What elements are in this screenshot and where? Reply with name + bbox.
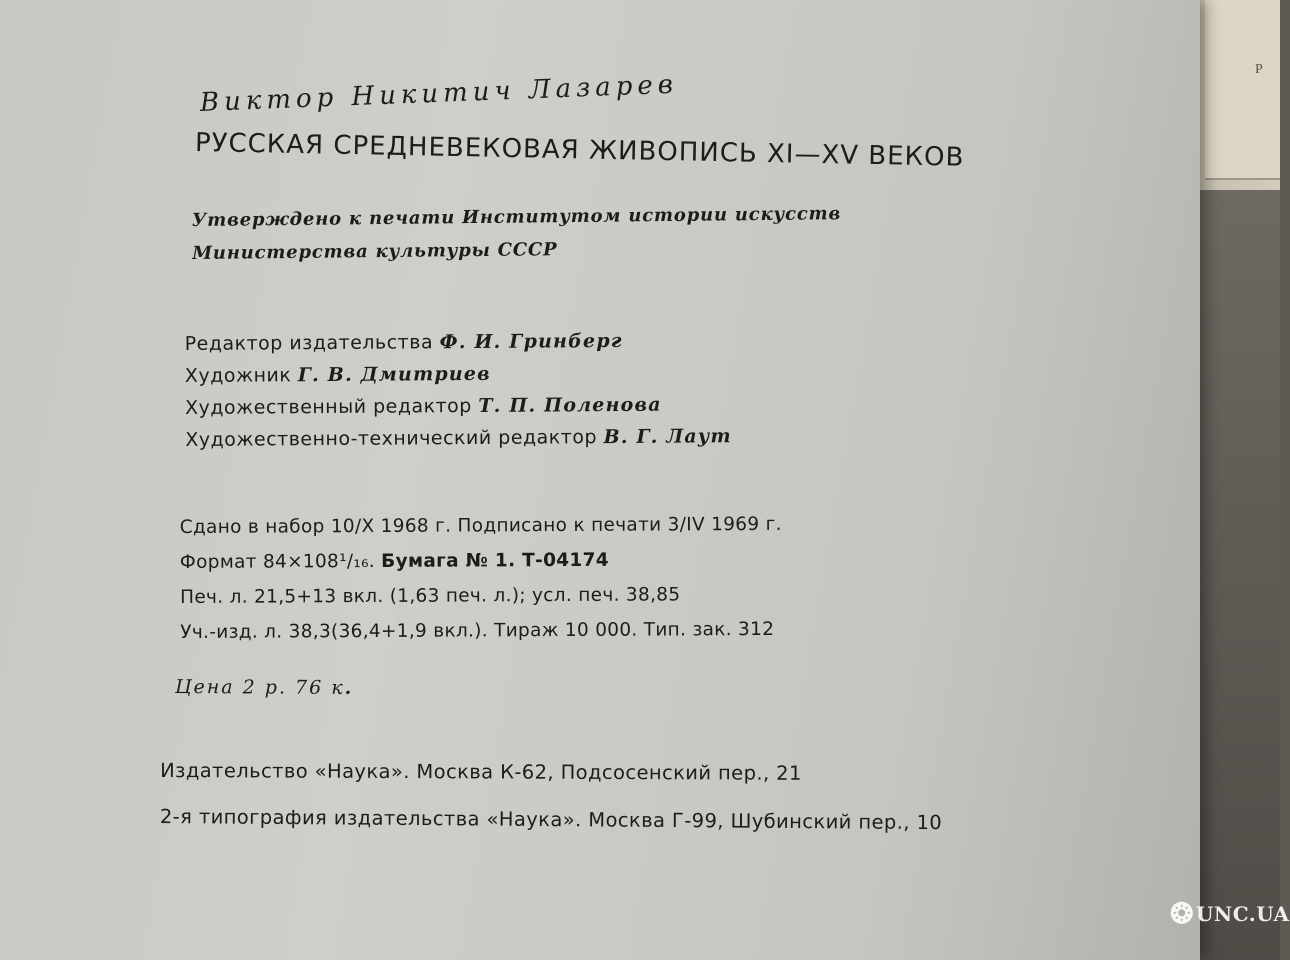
publisher-line: Издательство «Наука». Москва К-62, Подсосенский пер., 21 xyxy=(160,759,802,785)
staff-row xyxy=(185,356,732,392)
approval-line: Министерства культуры СССР xyxy=(192,239,558,264)
staff-row xyxy=(185,324,732,360)
price xyxy=(175,676,353,699)
format-label: Формат 84×108¹/₁₆. xyxy=(179,550,376,574)
approval-line: Утверждено к печати Институтом истории искусств xyxy=(191,203,842,232)
watermark-text: UNC.UA xyxy=(1195,902,1290,926)
staff-row xyxy=(185,420,732,456)
printer-line: 2-я типография издательства «Наука». Москва Г-99, Шубинский пер., 10 xyxy=(159,805,943,835)
staff-credits xyxy=(185,324,732,456)
background-shadow xyxy=(1198,190,1280,960)
publisher-info xyxy=(160,748,943,843)
staff-role: Редактор издательства xyxy=(184,331,434,356)
background-page-letter: Р xyxy=(1255,62,1263,77)
printing-run: Уч.-изд. л. 38,3(36,4+1,9 вкл.). Тираж 10 000. Тип. зак. 312 xyxy=(180,618,775,643)
price-label: Цена 2 р. 76 к xyxy=(174,676,345,699)
site-watermark xyxy=(1170,897,1290,930)
staff-role: Художественный редактор xyxy=(185,394,472,419)
approval-statement xyxy=(192,199,842,272)
background-sheet xyxy=(1205,0,1280,180)
staff-role: Художник xyxy=(184,364,292,388)
staff-row xyxy=(185,388,732,424)
staff-role: Художественно-технический редактор xyxy=(185,426,598,451)
printing-dates: Сдано в набор 10/X 1968 г. Подписано к печати 3/IV 1969 г. xyxy=(179,513,782,539)
staff-name: Т. П. Поленова xyxy=(478,393,662,417)
staff-name: Г. В. Дмитриев xyxy=(297,362,491,387)
printing-sheets: Печ. л. 21,5+13 вкл. (1,63 печ. л.); усл. печ. 38,85 xyxy=(180,584,681,608)
printing-details xyxy=(180,507,783,650)
price-dot: . xyxy=(344,676,354,699)
tree-logo-icon: ❂ xyxy=(1170,897,1194,930)
book-title: РУССКАЯ СРЕДНЕВЕКОВАЯ ЖИВОПИСЬ XI—XV ВЕКОВ xyxy=(194,128,965,173)
author-name: Виктор Никитич Лазарев xyxy=(199,69,679,118)
printing-format xyxy=(180,542,782,580)
staff-name: Ф. И. Гринберг xyxy=(439,329,623,354)
staff-name: В. Г. Лаут xyxy=(603,425,732,449)
paper-info: Бумага № 1. Т-04174 xyxy=(381,549,609,572)
